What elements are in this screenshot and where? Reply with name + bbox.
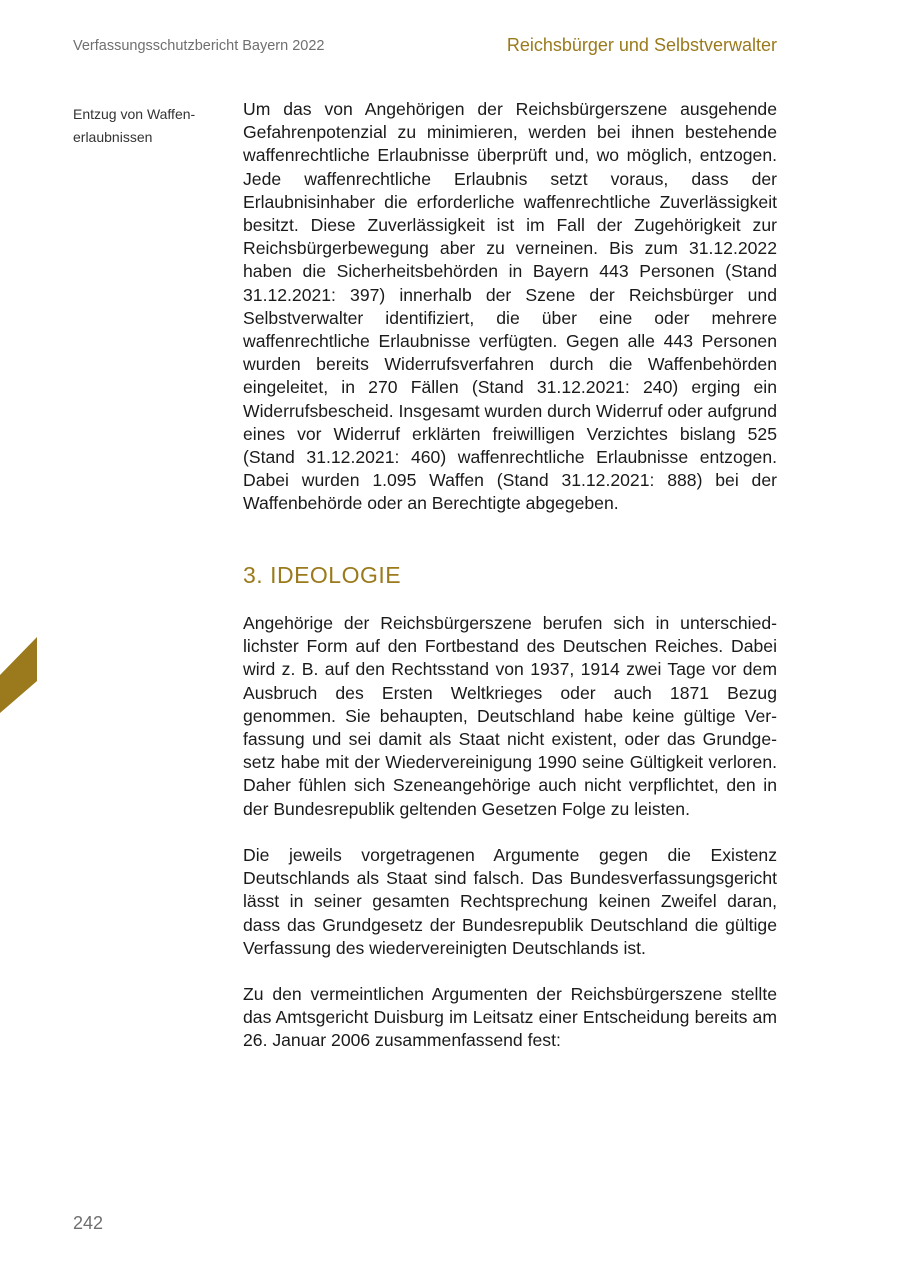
section-heading: 3. IDEOLOGIE xyxy=(243,562,402,588)
margin-note: Entzug von Waffenerlaubnissen xyxy=(73,106,196,145)
paragraph-court-ruling: Zu den vermeintlichen Argumenten der Reichsbürgerszene stellte das Amtsgericht Duisburg im Leitsatz einer Entscheidung bereits am 26. Januar 2006 zusammenfassend fest: xyxy=(243,984,777,1051)
page-number: 242 xyxy=(73,1213,104,1233)
chapter-tab-marker xyxy=(0,637,37,713)
paragraph-ideology-intro: Angehörige der Reichsbürgerszene berufen sich in unterschiedlichster Form auf den Fortbestand des Deutschen Reiches. Dabei wird z. B. auf den Rechtsstand von 1937, 1914 zwei Tage vor dem Ausbruch des Ersten Weltkrieges oder auch 1871 Bezug genommen. Sie behaupten, Deutschland habe keine gültige Verfassung und sei damit als Staat nicht existent, oder das Grundgesetz habe mit der Wiedervereinigung 1990 seine Gültigkeit verloren. Daher fühlen sich Szeneangehörige auch nicht verpflichtet, den in der Bundesrepublik geltenden Gesetzen Folge zu leisten. xyxy=(243,613,777,819)
running-header-publication: Verfassungsschutzbericht Bayern 2022 xyxy=(73,38,325,54)
running-header-chapter: Reichsbürger und Selbstverwalter xyxy=(506,35,777,55)
paragraph-arguments-false: Die jeweils vorgetragenen Argumente gegen die Existenz Deutschlands als Staat sind falsch. Das Bundesverfassungsgericht lässt in seiner gesamten Rechtsprechung keinen Zweifel daran, dass das Grundgesetz der Bundesrepublik Deutschland die gültige Verfassung des wiedervereinigten Deutschlands ist. xyxy=(243,845,777,958)
paragraph-weapons-permits: Um das von Angehörigen der Reichsbürgerszene ausgehende Gefahrenpotenzial zu minimieren, werden bei ihnen bestehende waffenrechtliche Erlaubnisse überprüft und, wo möglich, entzogen. Jede waffenrechtliche Erlaubnis setzt voraus, dass der Erlaubnisinhaber die erforderliche waffenrechtliche Zuverlässigkeit besitzt. Diese Zuverlässigkeit ist im Fall der Zugehörigkeit zur Reichsbürgerbewegung aber zu verneinen. Bis zum 31.12.2022 haben die Sicherheitsbehörden in Bayern 443 Personen (Stand 31.12.2021: 397) innerhalb der Szene der Reichsbürger und Selbstverwalter identifiziert, die über eine oder mehrere waffenrechtliche Erlaubnisse verfügten. Gegen alle 443 Personen wurden bereits Widerrufsverfahren durch die Waffenbehörden eingeleitet, in 270 Fällen (Stand 31.12.2021: 240) erging ein Widerrufsbescheid. Insgesamt wurden durch Widerruf oder aufgrund eines vor Widerruf erklärten freiwilligen Verzichtes bislang 525 (Stand 31.12.2021: 460) waffenrechtliche Erlaubnisse entzogen. Dabei wurden 1.095 Waffen (Stand 31.12.2021: 888) bei der Waffenbehörde oder an Berechtigte abgegeben. xyxy=(243,99,777,514)
